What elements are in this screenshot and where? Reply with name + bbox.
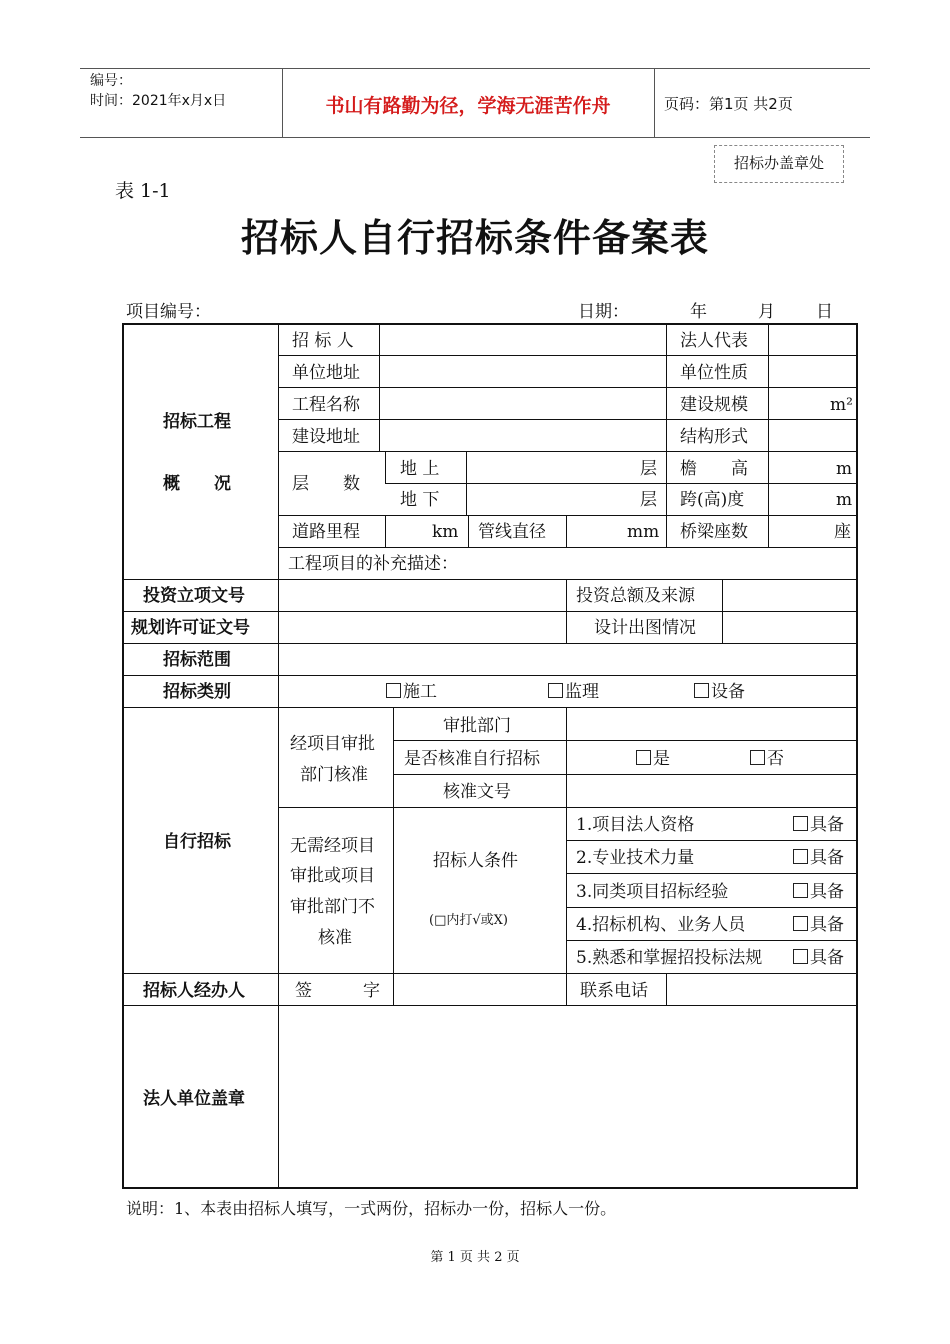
month-label: 月 [758,302,775,322]
grid-line [278,707,279,1189]
grid-line [122,707,858,708]
scope-label: 招标范围 [163,650,231,670]
conditions-label: 招标人条件 [433,851,518,871]
condition-check[interactable]: 具备 [793,913,844,937]
category-supervision[interactable]: 监理 [548,680,599,704]
condition-item: 3.同类项目招标经验 [576,882,729,902]
checkbox-icon[interactable] [793,883,808,898]
checkbox-icon[interactable] [793,916,808,931]
grid-line [278,547,858,548]
self-tender-label: 自行招标 [163,832,231,852]
grid-line [566,707,567,973]
condition-check[interactable]: 具备 [793,846,844,870]
grid-line [393,707,394,1005]
table-number: 表 1-1 [115,180,171,202]
overview-label-2: 概 况 [163,474,231,494]
condition-check[interactable]: 具备 [793,946,844,970]
checkbox-icon[interactable] [694,683,709,698]
approval-dept-label: 审批部门 [443,716,511,736]
grid-line [393,740,858,741]
grid-line [278,355,858,356]
phone-label: 联系电话 [580,981,648,1001]
header-page: 页码：第1页 共2页 [664,95,793,113]
span-unit: m [836,490,853,510]
unit-nature-label: 单位性质 [680,363,748,383]
project-number-label: 项目编号： [126,302,211,322]
scale-unit: m² [830,395,853,415]
grid-line [278,387,858,388]
above-ground-label: 地 上 [400,459,440,479]
eave-height-unit: m [836,459,853,479]
condition-item: 4.招标机构、业务人员 [576,915,746,935]
explanation-note: 说明：1、本表由招标人填写，一式两份，招标办一份，招标人一份。 [126,1199,617,1218]
floor-unit-above: 层 [640,459,657,479]
unapproved-label-1: 无需经项目 [290,836,375,856]
project-name-label: 工程名称 [292,395,360,415]
grid-line [666,323,667,547]
grid-line [566,907,858,908]
sign-label: 签 字 [295,981,380,1001]
checkbox-icon[interactable] [636,750,651,765]
grid-line [122,579,858,580]
road-unit: km [432,522,459,542]
grid-line [466,451,467,515]
grid-line [566,940,858,941]
checkbox-icon[interactable] [793,816,808,831]
grid-line [122,643,858,644]
handler-label: 招标人经办人 [143,981,245,1001]
below-ground-label: 地 下 [400,490,440,510]
approved-no[interactable]: 否 [750,747,784,771]
bridge-label: 桥梁座数 [680,522,748,542]
header-divider [654,69,655,137]
page-footer: 第 1 页 共 2 页 [430,1250,520,1265]
unit-address-label: 单位地址 [292,363,360,383]
grid-line [566,973,567,1005]
grid-line [468,515,469,547]
grid-line [385,451,386,483]
grid-line [122,1005,858,1006]
pipe-unit: mm [627,522,660,542]
eave-height-label: 檐 高 [680,459,748,479]
checkbox-icon[interactable] [548,683,563,698]
grid-line [379,323,380,451]
grid-line [566,873,858,874]
unapproved-label-4: 核准 [318,928,352,948]
floor-unit-below: 层 [640,490,657,510]
page-title: 招标人自行招标条件备案表 [240,216,709,260]
grid-line [566,840,858,841]
grid-line [278,323,279,579]
grid-line [385,483,858,484]
legal-rep-label: 法人代表 [680,331,748,351]
structure-label: 结构形式 [680,427,748,447]
scale-label: 建设规模 [680,395,748,415]
invest-doc-label: 投资立项文号 [143,586,245,606]
grid-line [722,579,723,643]
grid-line [278,643,279,707]
category-construction[interactable]: 施工 [386,680,437,704]
bridge-unit: 座 [834,522,851,542]
seal-label: 法人单位盖章 [143,1089,245,1109]
invest-total-label: 投资总额及来源 [576,586,695,606]
header-meta [90,71,226,111]
checkbox-icon[interactable] [386,683,401,698]
grid-line [278,451,858,452]
condition-item: 5.熟悉和掌握招投标法规 [576,948,763,968]
stamp-area: 招标办盖章处 [714,145,844,183]
approved-question-label: 是否核准自行招标 [404,749,540,769]
permit-doc-label: 规划许可证文号 [131,618,250,638]
grid-line [393,774,858,775]
conditions-hint: (□内打√或X) [429,913,508,928]
grid-line [666,973,667,1005]
checkbox-icon[interactable] [750,750,765,765]
condition-item: 1.项目法人资格 [576,815,695,835]
condition-check[interactable]: 具备 [793,813,844,837]
grid-line [122,973,858,974]
year-label: 年 [690,302,707,322]
header-time: 时间：2021年x月x日 [90,93,227,109]
category-equipment[interactable]: 设备 [694,680,745,704]
header-number: 编号： [90,73,132,89]
build-address-label: 建设地址 [292,427,360,447]
header-motto: 书山有路勤为径，学海无涯苦作舟 [325,95,611,117]
grid-line [385,515,386,547]
supplement-label: 工程项目的补充描述： [288,554,458,574]
overview-label-1: 招标工程 [163,412,231,432]
pipe-label: 管线直径 [478,522,546,542]
grid-line [278,515,858,516]
condition-item: 2.专业技术力量 [576,848,695,868]
approval-no-label: 核准文号 [443,782,511,802]
road-label: 道路里程 [292,522,360,542]
category-label: 招标类别 [163,682,231,702]
unapproved-label-3: 审批部门不 [290,897,375,917]
checkbox-icon[interactable] [793,949,808,964]
date-label: 日期： [578,302,629,322]
tenderer-label: 招 标 人 [292,331,354,351]
approved-label-2: 部门核准 [300,765,368,785]
approved-label-1: 经项目审批 [290,734,375,754]
design-status-label: 设计出图情况 [594,618,696,638]
grid-line [768,323,769,547]
condition-check[interactable]: 具备 [793,880,844,904]
grid-line [278,579,279,643]
grid-line [566,515,567,547]
approved-yes[interactable]: 是 [636,747,670,771]
grid-line [122,611,858,612]
day-label: 日 [816,302,833,322]
checkbox-icon[interactable] [793,849,808,864]
grid-line [122,675,858,676]
span-label: 跨(高)度 [680,490,745,510]
grid-line [278,807,858,808]
floors-label: 层 数 [292,474,360,494]
grid-line [278,419,858,420]
unapproved-label-2: 审批或项目 [290,866,375,886]
document-header [80,68,870,138]
grid-line [566,579,567,643]
